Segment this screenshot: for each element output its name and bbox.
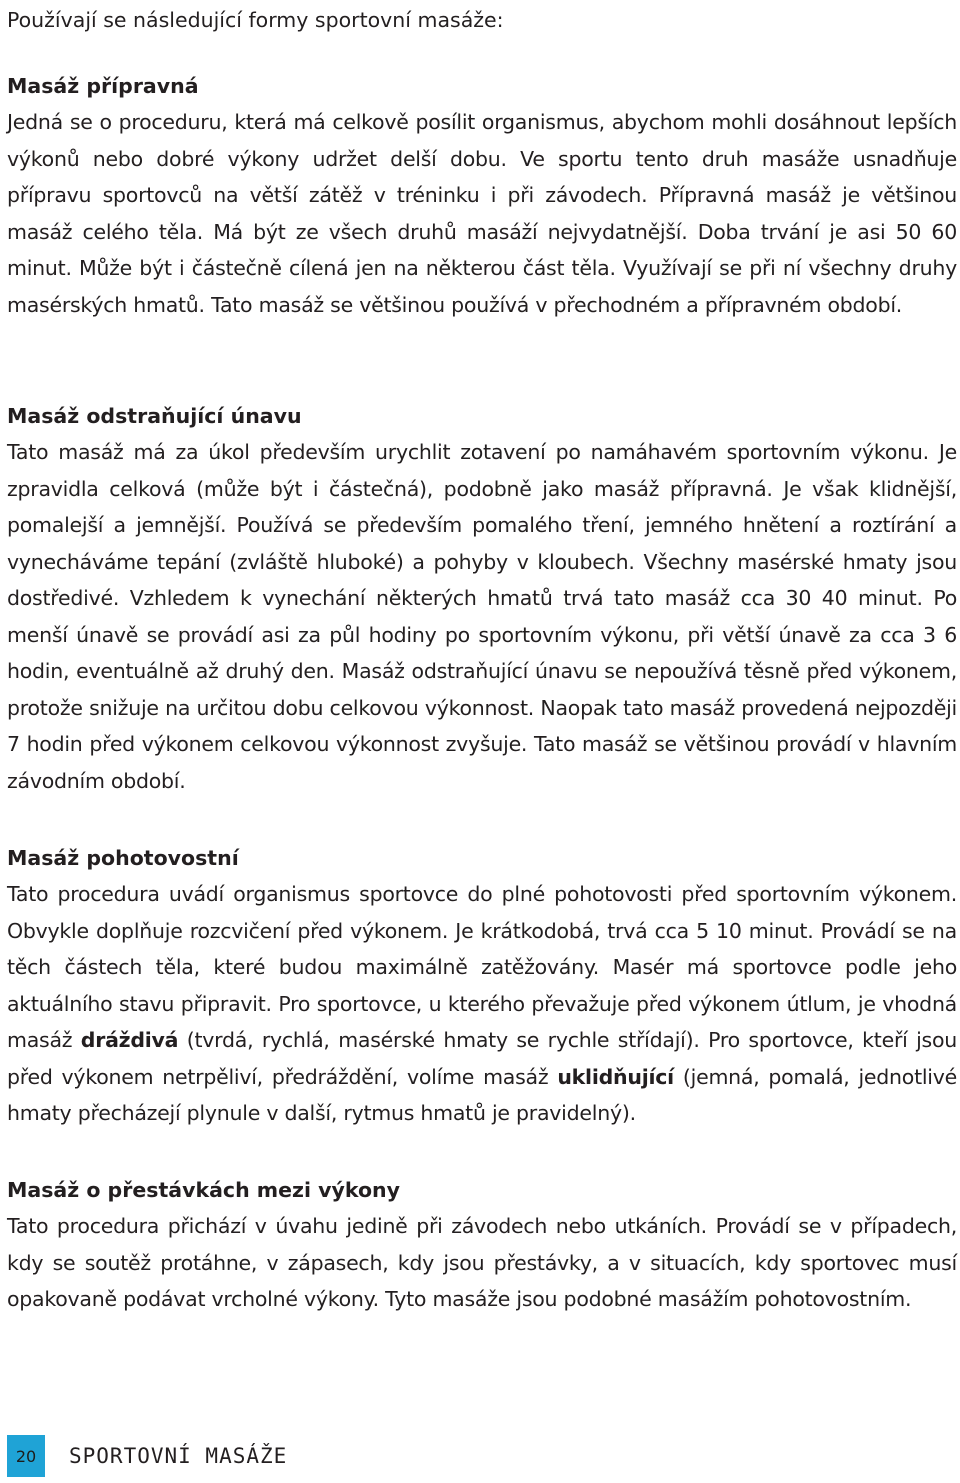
section-priprava [7,68,957,323]
section-body [7,876,957,1132]
page-number: 20 [7,1435,45,1477]
section-prestavky [7,1172,957,1318]
body-text: Tato procedura uvádí organismus sportovce do plné pohotovosti před sportovním výkonem. Obvykle doplňuje rozcvičení před výkonem. Je krátkodobá, trvá cca 5 10 minut. Provádí se na těch částech těla, které budou maximálně zatěžovány. Masér má sportovce podle jeho aktuálního stavu připravit. Pro sportovce, u kterého převažuje před výkonem útlum, je vhodná masáž [7,882,957,1052]
body-text: (tvrdá, rychlá, masérské hmaty se rychle střídají). Pro sportovce, kteří jsou před výkonem netrpěliví, předráždění, volíme masáž [7,1028,957,1089]
footer-title: SPORTOVNÍ MASÁŽE [69,1444,288,1468]
bold-term-drazdiva: dráždivá [80,1028,179,1052]
section-body: Jedná se o proceduru, která má celkově posílit organismus, abychom mohli dosáhnout lepších výkonů nebo dobré výkony udržet delší dobu. Ve sportu tento druh masáže usnadňuje přípravu sportovců na větší zátěž v tréninku i při závodech. Přípravná masáž je většinou masáž celého těla. Má být ze všech druhů masáží nejvydatnější. Doba trvání je asi 50 60 minut. Může být i částečně cílená jen na některou část těla. Využívají se při ní všechny druhy masérských hmatů. Tato masáž se většinou používá v přechodném a přípravném období. [7,110,957,317]
section-heading: Masáž odstraňující únavu [7,404,302,428]
section-odstranujici-unavu [7,398,957,799]
section-heading: Masáž o přestávkách mezi výkony [7,1178,401,1202]
section-pohotovostni [7,840,957,1132]
page-footer [7,1434,287,1478]
body-text: (jemná, pomalá, jednotlivé hmaty přecházejí plynule v další, rytmus hmatů je pravidelný). [7,1064,957,1125]
section-body: Tato masáž má za úkol především urychlit zotavení po namáhavém sportovním výkonu. Je zpravidla celková (může být i částečná), podobně jako masáž přípravná. Je však klidnější, pomalejší a jemnější. Používá se především pomalého tření, jemného hnětení a roztírání a vynecháváme tepání (zvláště hluboké) a pohyby v kloubech. Všechny masérské hmaty jsou dostředivé. Vzhledem k vynechání některých hmatů trvá tato masáž cca 30 40 minut. Po menší únavě se provádí asi za půl hodiny po sportovním výkonu, při větší únavě za cca 3 6 hodin, eventuálně až druhý den. Masáž odstraňující únavu se nepoužívá těsně před výkonem, protože snižuje na určitou dobu celkovou výkonnost. Naopak tato masáž provedená nejpozději 7 hodin před výkonem celkovou výkonnost zvyšuje. Tato masáž se většinou provádí v hlavním závodním období. [7,440,957,793]
section-heading: Masáž přípravná [7,74,199,98]
section-heading: Masáž pohotovostní [7,846,239,870]
section-body: Tato procedura přichází v úvahu jedině při závodech nebo utkáních. Provádí se v případech, kdy se soutěž protáhne, v zápasech, kdy jsou přestávky, a v situacích, kdy sportovec musí opakovaně podávat vrcholné výkony. Tyto masáže jsou podobné masážím pohotovostním. [7,1214,957,1311]
intro-text: Používají se následující formy sportovní masáže: [7,8,504,32]
bold-term-uklidnujici: uklidňující [557,1064,674,1089]
